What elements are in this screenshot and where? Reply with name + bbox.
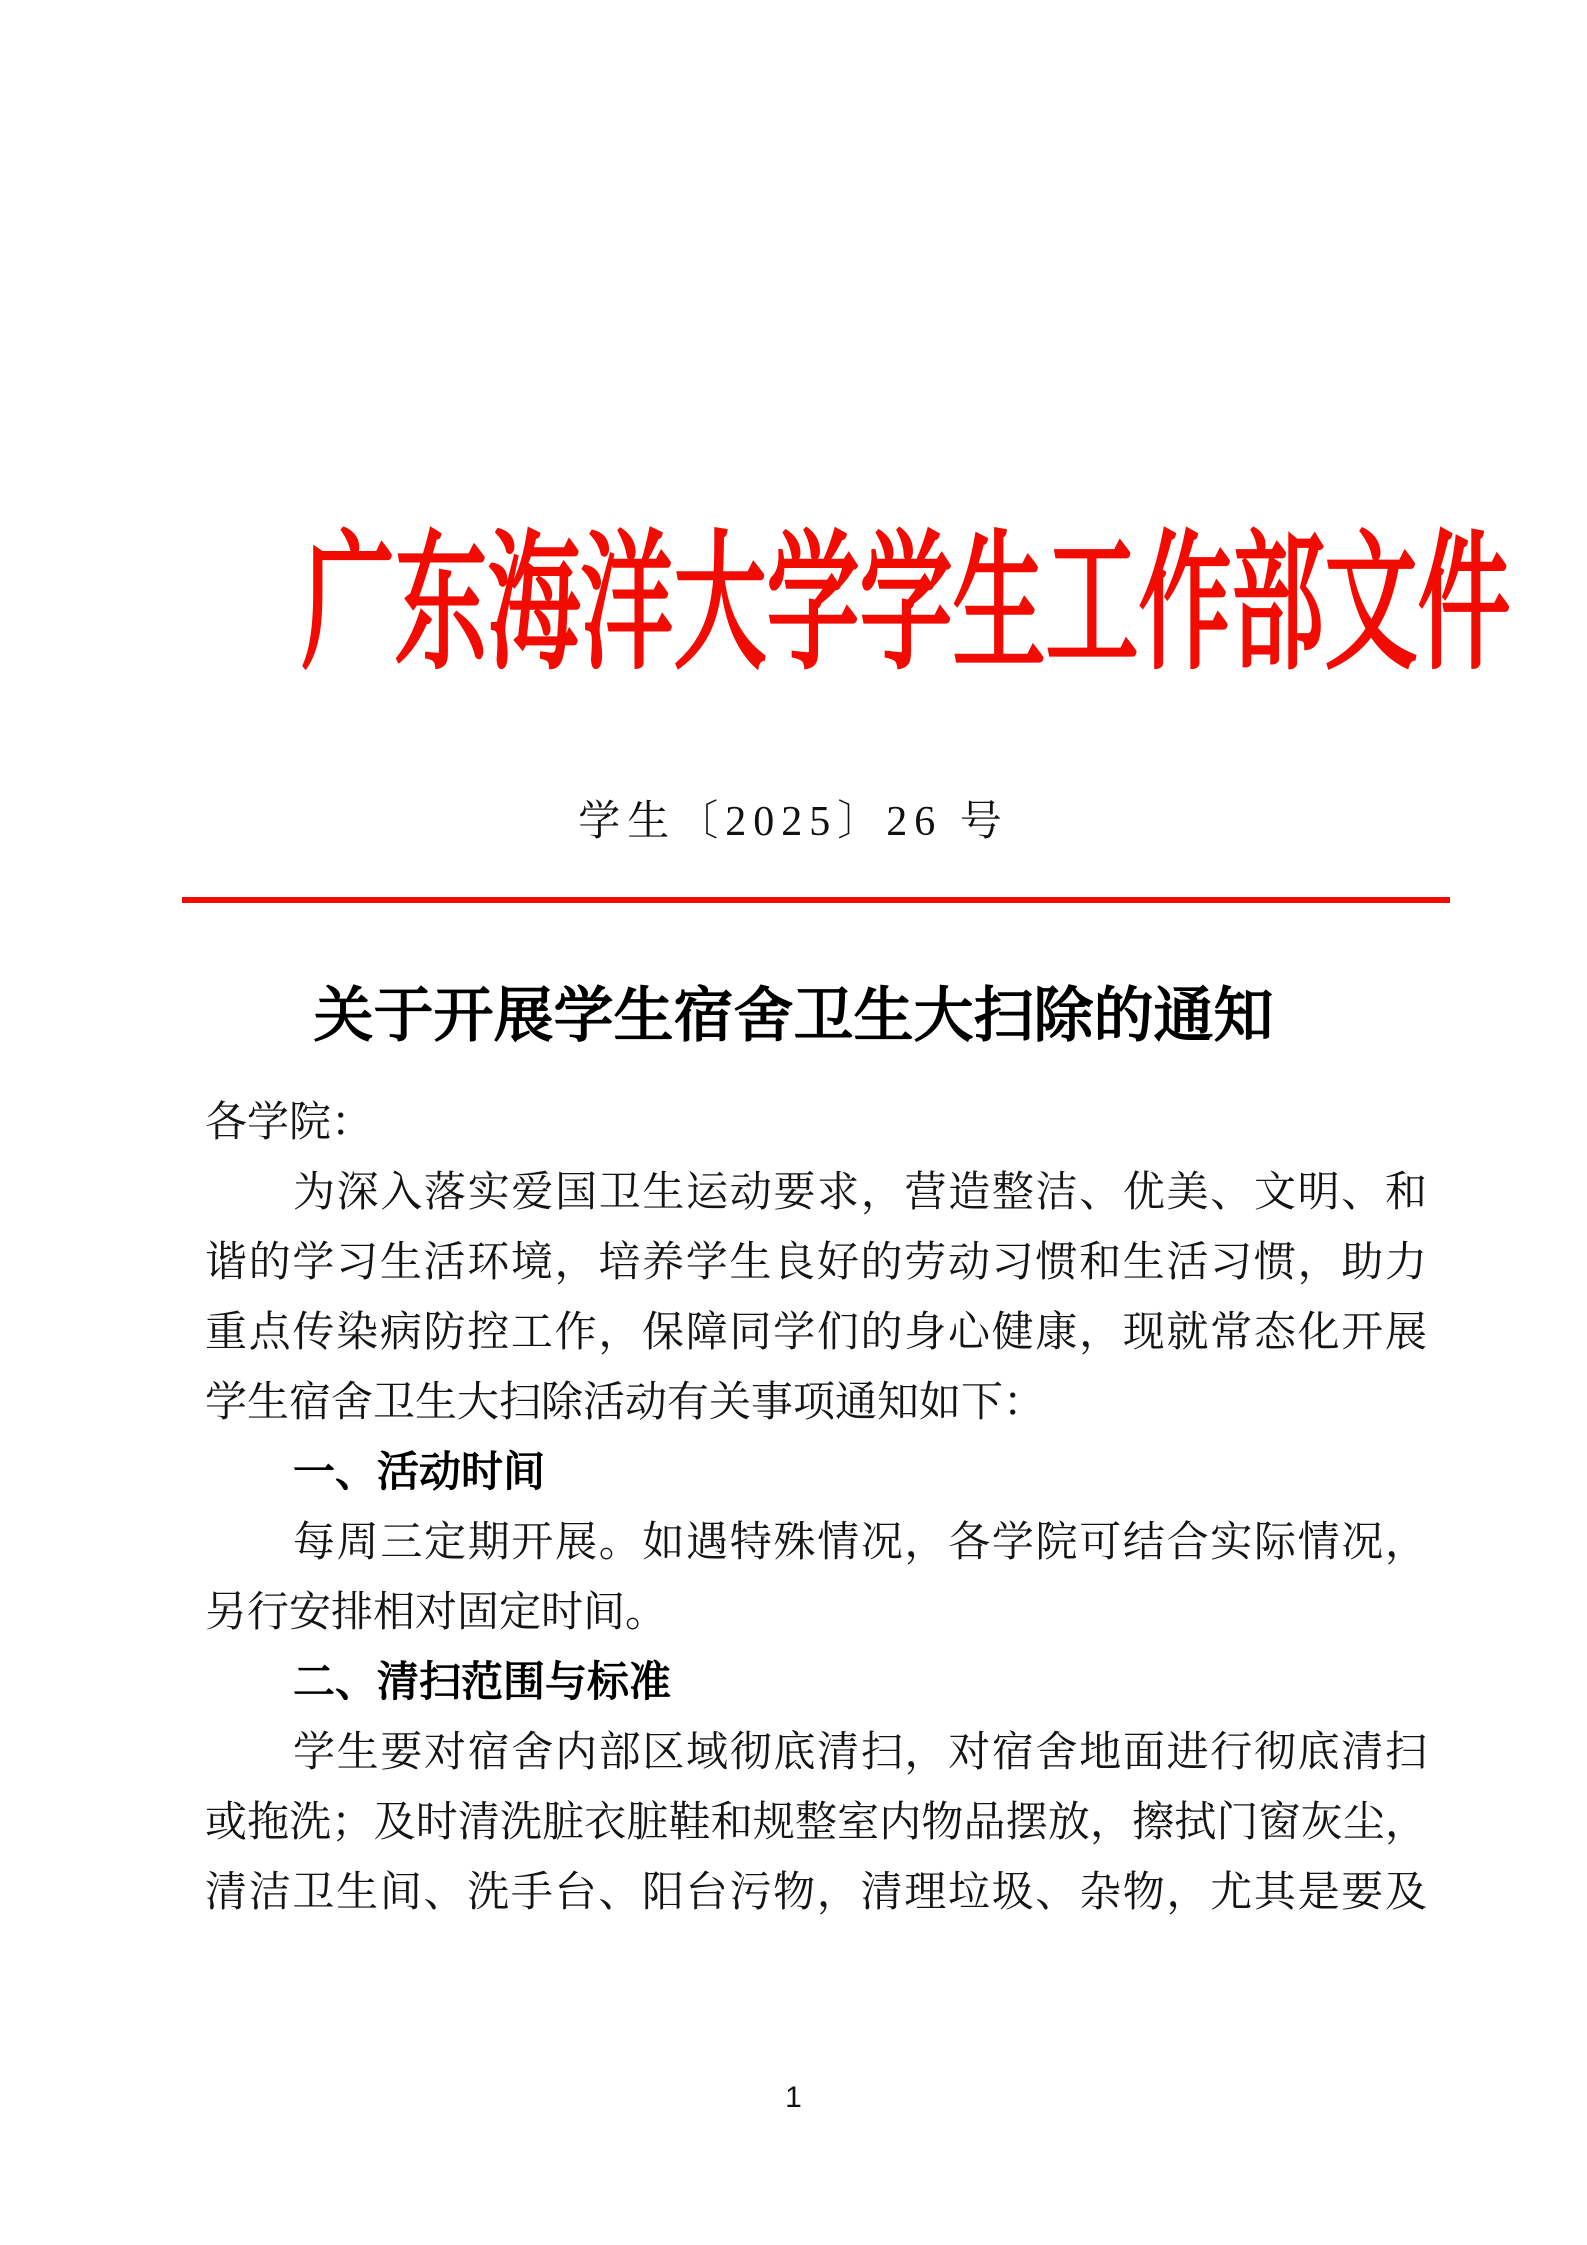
body-line: 为深入落实爱国卫生运动要求，营造整洁、优美、文明、和	[293, 1170, 1427, 1216]
body-line: 谐的学习生活环境，培养学生良好的劳动习惯和生活习惯，助力	[205, 1240, 1427, 1286]
body-line: 每周三定期开展。如遇特殊情况，各学院可结合实际情况，	[293, 1520, 1427, 1566]
body-line: 重点传染病防控工作，保障同学们的身心健康，现就常态化开展	[205, 1310, 1427, 1356]
page-number: 1	[785, 2081, 802, 2114]
body-line: 学生宿舍卫生大扫除活动有关事项通知如下：	[205, 1380, 1046, 1426]
doc-number: 学生〔2025〕26 号	[578, 799, 1009, 845]
notice-title: 关于开展学生宿舍卫生大扫除的通知	[313, 983, 1274, 1049]
body-line: 或拖洗；及时清洗脏衣脏鞋和规整室内物品摆放，擦拭门窗灰尘，	[205, 1800, 1427, 1846]
body-line: 另行安排相对固定时间。	[205, 1590, 668, 1636]
body-line: 一、活动时间	[293, 1450, 546, 1496]
body-line: 学生要对宿舍内部区域彻底清扫，对宿舍地面进行彻底清扫	[293, 1730, 1427, 1776]
notice-body	[205, 1088, 1427, 1928]
body-line: 清洁卫生间、洗手台、阳台污物，清理垃圾、杂物，尤其是要及	[205, 1870, 1427, 1916]
body-line: 二、清扫范围与标准	[293, 1660, 672, 1706]
letterhead-title: 广东海洋大学学生工作部文件	[301, 522, 1511, 688]
red-divider-line	[182, 897, 1450, 903]
body-line: 各学院：	[205, 1100, 374, 1146]
